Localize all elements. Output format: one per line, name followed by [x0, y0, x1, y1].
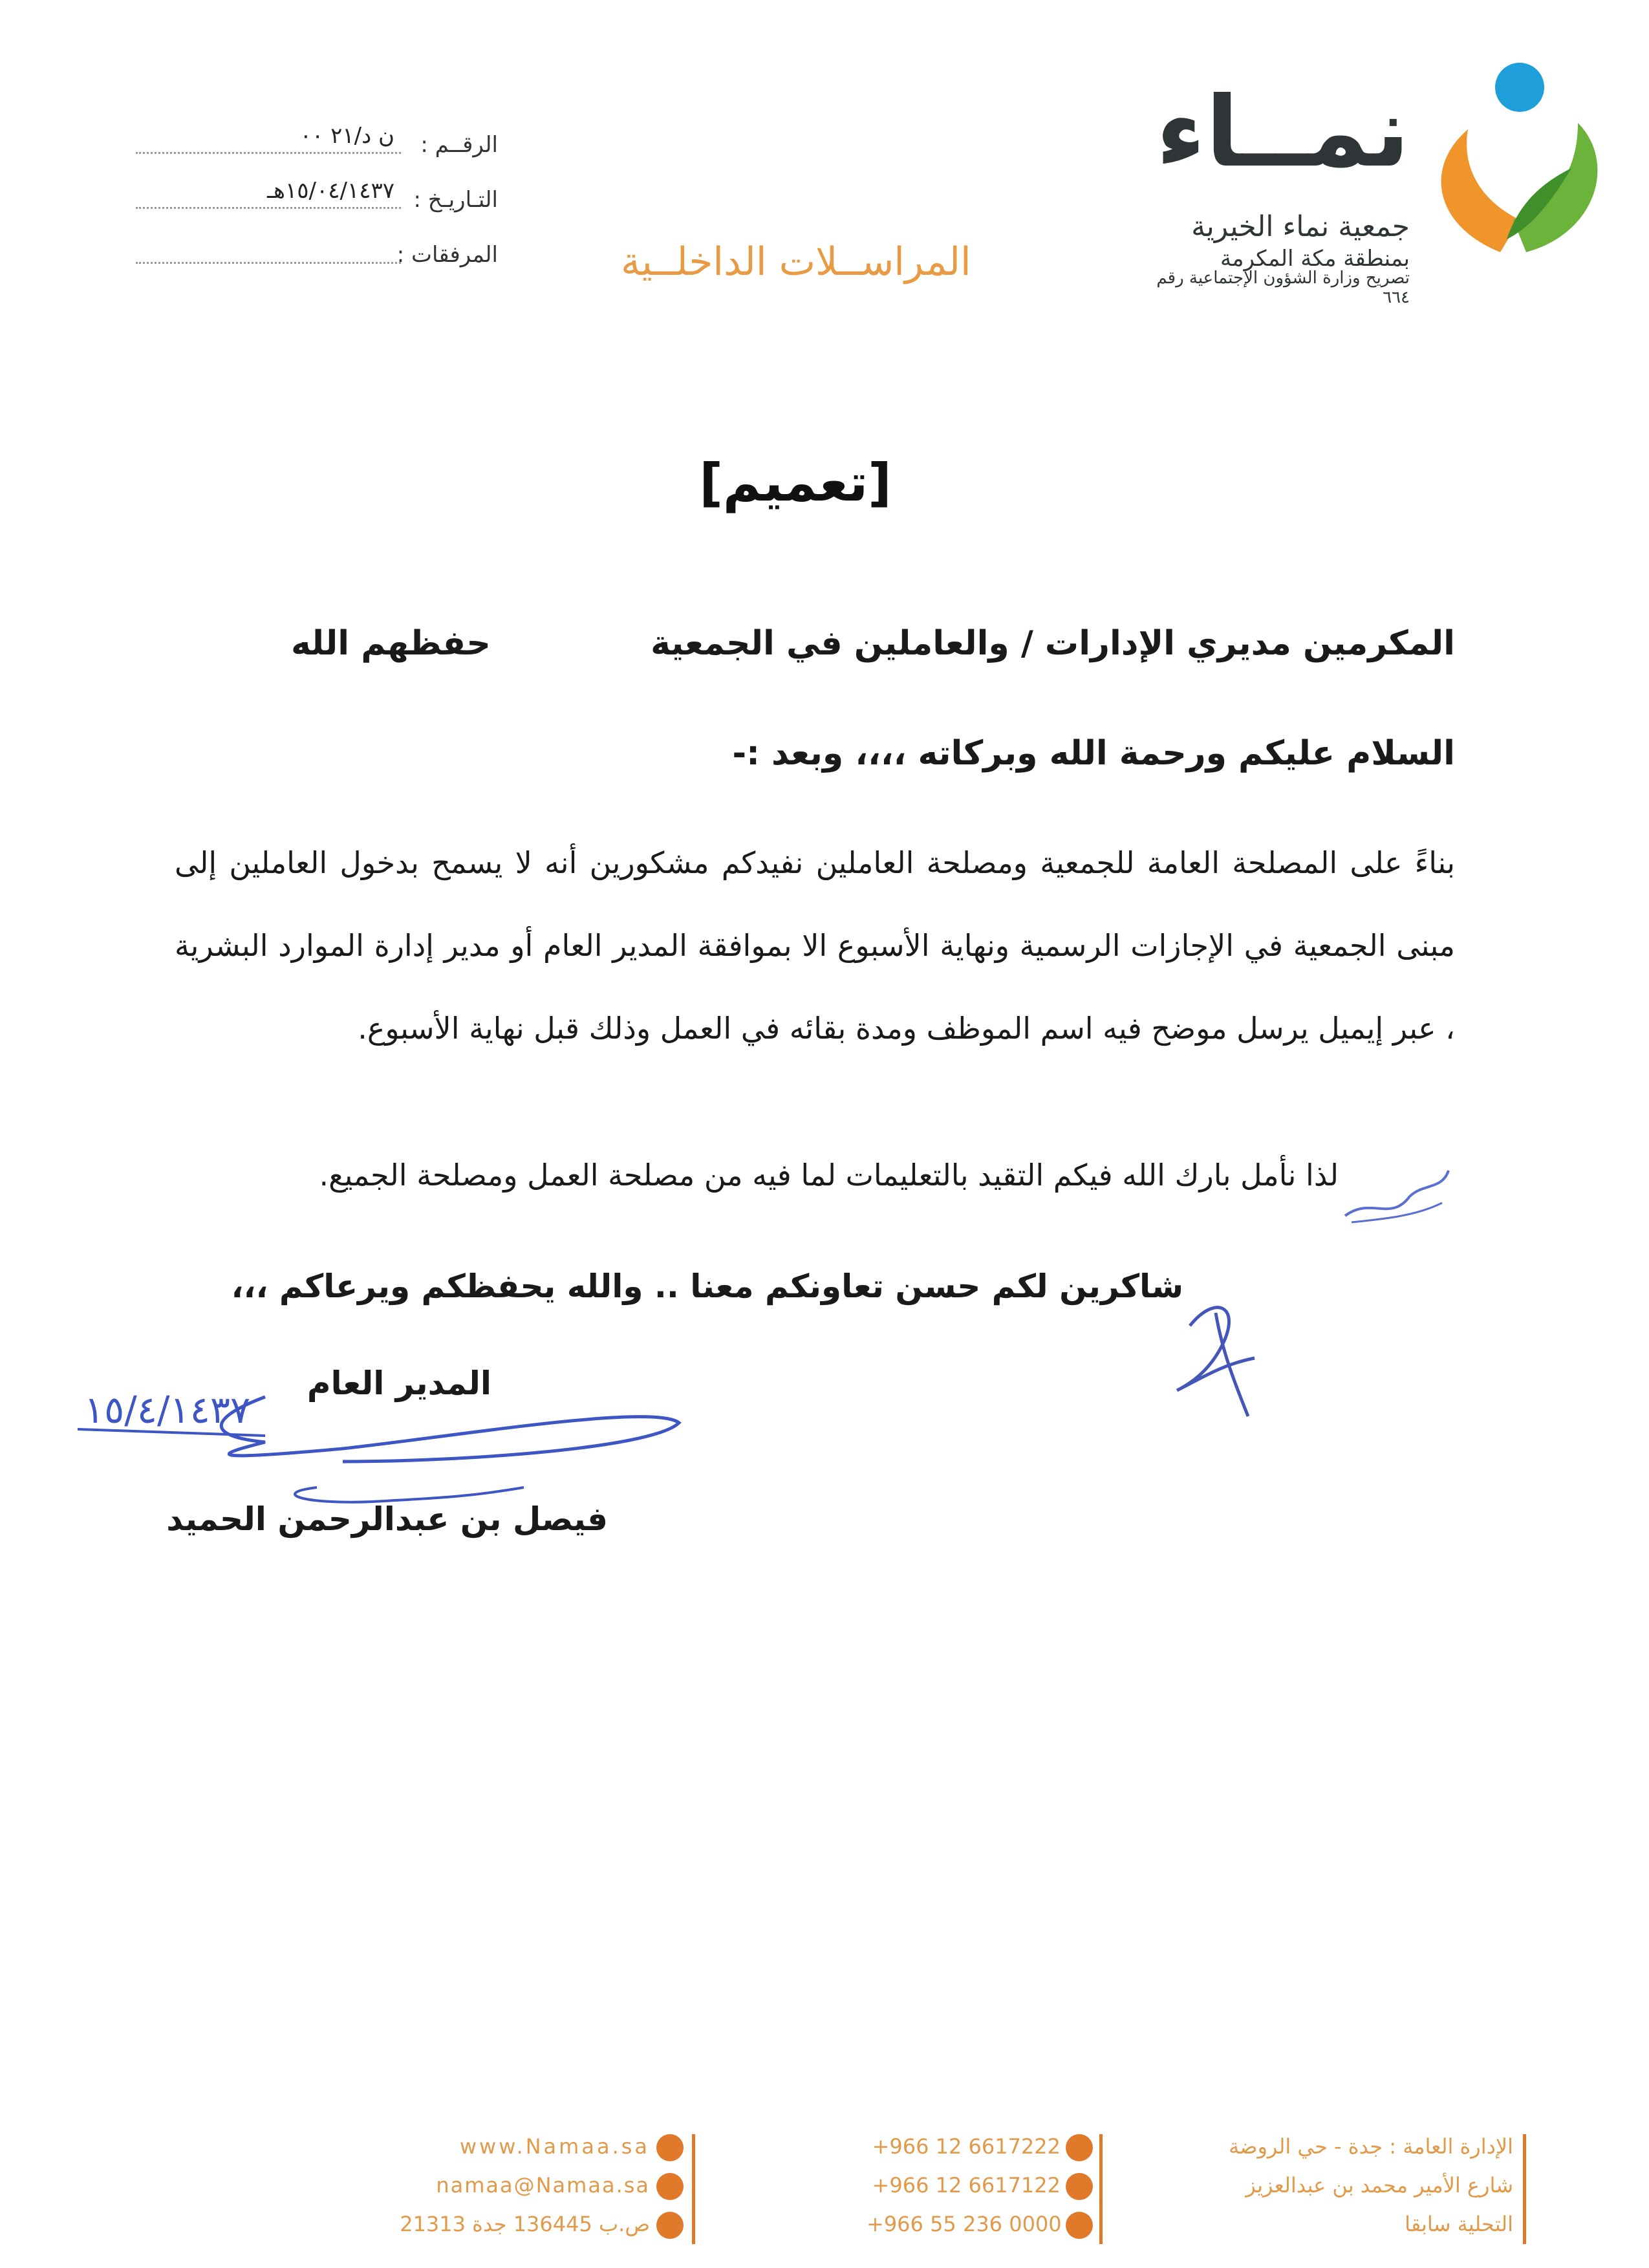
phone-icon: [1066, 2134, 1093, 2161]
reference-date-row: [136, 178, 498, 217]
email-icon: [656, 2173, 684, 2200]
fax-icon: [1066, 2173, 1093, 2200]
recipient-line: المكرمين مديري الإدارات / والعاملين في الجمعية: [651, 624, 1455, 663]
organization-logo: [1151, 58, 1604, 307]
reference-number-label: الرقــم :: [420, 132, 498, 158]
circular-title: [698, 453, 892, 513]
footer-address-line1: الإدارة العامة : جدة - حي الروضة: [1229, 2134, 1513, 2159]
title-bracket-right: ]: [699, 453, 723, 513]
letter-body: بناءً على المصلحة العامة للجمعية ومصلحة العاملين نفيدكم مشكورين أنه لا يسمح بدخول العاملين إلى مبنى الجمعية في الإجازات الرسمية ونهاية الأسبوع الا بموافقة المدير العام أو مدير إدارة الموارد البشرية ، عبر إيميل يرسل موضح فيه اسم الموظف ومدة بقائه في العمل وذلك قبل نهاية الأسبوع.: [175, 845, 1455, 1046]
handwritten-signature-icon: [71, 1365, 692, 1513]
footer-website: www.Namaa.sa: [459, 2134, 650, 2159]
margin-initials-icon: [1332, 1158, 1461, 1235]
footer: [400, 2134, 1526, 2251]
footer-address-line3: التحلية سابقا: [1405, 2212, 1513, 2236]
reference-number-value: ن د/٢١ ٠٠: [299, 123, 394, 149]
circular-title-text: تعميم: [722, 453, 868, 513]
logo-wordmark: نمــاء: [1156, 76, 1410, 189]
reference-date-label: التـاريـخ :: [413, 187, 498, 213]
reference-number-row: [136, 123, 498, 162]
namaa-logo-mark-icon: [1423, 58, 1604, 265]
footer-divider-address: [1523, 2134, 1526, 2244]
closing-line: لذا نأمل بارك الله فيكم التقيد بالتعليمات لما فيه من مصلحة العمل ومصلحة الجميع.: [319, 1158, 1339, 1193]
mailbox-icon: [656, 2212, 684, 2239]
reference-date-value: ١٥/٠٤/١٤٣٧هـ: [267, 178, 394, 204]
reference-attachments-row: [136, 233, 498, 272]
footer-divider-web: [692, 2134, 695, 2244]
signatory-title: المدير العام: [307, 1365, 491, 1402]
handwritten-date: ١٥/٤/١٤٣٧: [84, 1388, 251, 1432]
greeting-line: السلام عليكم ورحمة الله وبركاته ،،،، وبعد :-: [732, 734, 1455, 773]
organization-license: تصريح وزارة الشؤون الإجتماعية رقم ٦٦٤: [1156, 268, 1410, 307]
reference-attachments-line: [136, 262, 401, 264]
organization-name: جمعية نماء الخيرية: [1191, 210, 1410, 243]
footer-phone: +966 12 6617222: [872, 2134, 1061, 2159]
handwritten-initial-icon: [1164, 1287, 1267, 1423]
internal-correspondence-heading: المراســلات الداخلــية: [621, 239, 971, 285]
mobile-icon: [1066, 2212, 1093, 2239]
footer-po-box: ص.ب 136445 جدة 21313: [400, 2212, 650, 2236]
reference-attachments-label: المرفقات :: [396, 242, 498, 268]
footer-divider-phones: [1099, 2134, 1103, 2244]
footer-mobile: +966 55 236 0000: [867, 2212, 1062, 2236]
organization-region: بمنطقة مكة المكرمة: [1220, 246, 1410, 272]
recipient-wish: حفظهم الله: [291, 624, 491, 663]
reference-number-line: [136, 152, 401, 154]
title-bracket-left: [: [868, 453, 892, 513]
website-icon: [656, 2134, 684, 2161]
signatory-name: فيصل بن عبدالرحمن الحميد: [166, 1500, 608, 1538]
footer-email: namaa@Namaa.sa: [436, 2173, 650, 2198]
footer-address-line2: شارع الأمير محمد بن عبدالعزيز: [1245, 2173, 1513, 2198]
reference-date-line: [136, 207, 401, 209]
thanks-line: شاكرين لكم حسن تعاونكم معنا .. والله يحفظكم ويرعاكم ،،،: [231, 1268, 1183, 1305]
footer-fax: +966 12 6617122: [872, 2173, 1061, 2198]
